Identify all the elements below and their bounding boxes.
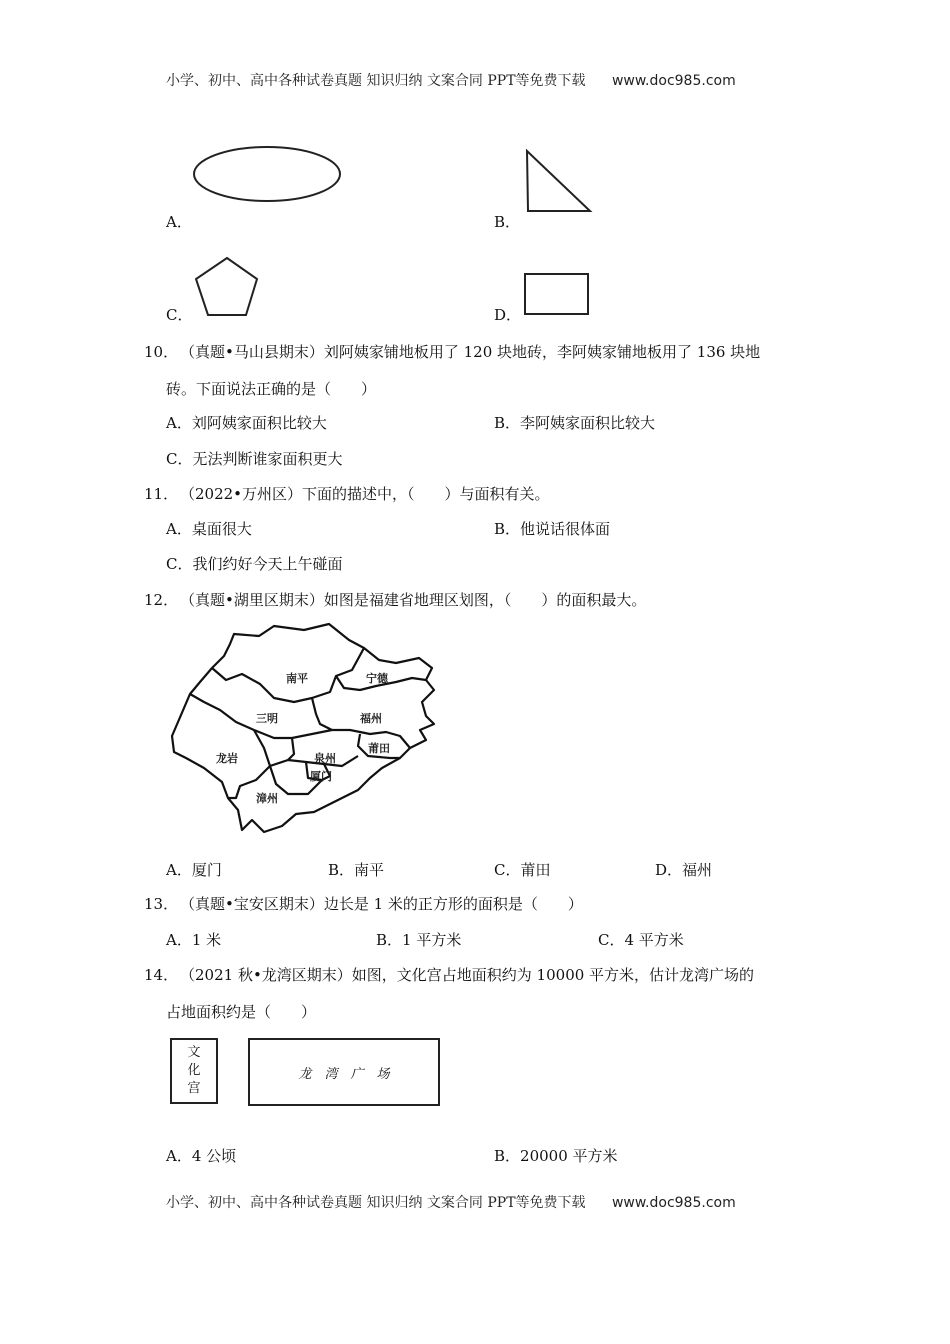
triangle-figure	[522, 148, 594, 216]
pentagon-figure	[192, 254, 262, 320]
page-footer	[166, 1192, 736, 1212]
cultural-palace-char-3: 宫	[187, 1081, 201, 1096]
q10-option-c: C．无法判断谁家面积更大	[166, 450, 343, 468]
q10-option-b: B．李阿姨家面积比较大	[494, 414, 656, 432]
header-text: 小学、初中、高中各种试卷真题 知识归纳 文案合同 PPT等免费下载	[166, 73, 586, 89]
q9-option-b: B．	[494, 213, 521, 231]
q13-option-b: B．1 平方米	[376, 931, 462, 949]
map-label-xiamen: 厦门	[310, 770, 332, 783]
q11-text: （2022•万州区）下面的描述中，（ ）与面积有关。	[180, 485, 550, 503]
map-label-ningde: 宁德	[366, 672, 388, 685]
q12-option-a: A．厦门	[166, 861, 222, 879]
q14-option-b: B．20000 平方米	[494, 1147, 618, 1165]
longwan-square-box	[248, 1038, 440, 1106]
q13-text: （真题•宝安区期末）边长是 1 米的正方形的面积是（ ）	[180, 895, 583, 913]
q13-number: 13．	[144, 895, 179, 913]
q12-number: 12．	[144, 591, 179, 609]
q11-option-a: A．桌面很大	[166, 520, 252, 538]
page-header	[166, 70, 736, 90]
map-label-longyan: 龙岩	[216, 752, 238, 765]
q9-option-c: C．	[166, 306, 193, 324]
map-label-nanping: 南平	[286, 672, 308, 685]
cultural-palace-char-2: 化	[187, 1063, 201, 1078]
q14-text-line2: 占地面积约是（ ）	[166, 1003, 317, 1021]
q10-text-line1: （真题•马山县期末）刘阿姨家铺地板用了 120 块地砖，李阿姨家铺地板用了 136 块地	[180, 343, 761, 361]
q11-number: 11．	[144, 485, 179, 503]
q9-option-d: D．	[494, 306, 522, 324]
q10-text-line2: 砖。下面说法正确的是（ ）	[166, 380, 377, 398]
footer-url: www.doc985.com	[611, 1195, 736, 1211]
q12-option-b: B．南平	[328, 861, 385, 879]
rectangle-figure	[522, 271, 592, 317]
q12-text: （真题•湖里区期末）如图是福建省地理区划图，（ ）的面积最大。	[180, 591, 647, 609]
header-url: www.doc985.com	[611, 73, 736, 89]
q10-option-a: A．刘阿姨家面积比较大	[166, 414, 327, 432]
q9-option-a: A．	[166, 213, 192, 231]
map-label-fuzhou: 福州	[360, 712, 382, 725]
footer-text: 小学、初中、高中各种试卷真题 知识归纳 文案合同 PPT等免费下载	[166, 1195, 586, 1211]
cultural-palace-box	[170, 1038, 218, 1104]
q13-option-a: A．1 米	[166, 931, 222, 949]
map-label-putian: 莆田	[368, 742, 390, 755]
q14-option-a: A．4 公顷	[166, 1147, 237, 1165]
q11-option-c: C．我们约好今天上午碰面	[166, 555, 343, 573]
q12-option-d: D．福州	[655, 861, 713, 879]
q13-option-c: C．4 平方米	[598, 931, 684, 949]
q14-text-line1: （2021 秋•龙湾区期末）如图，文化宫占地面积约为 10000 平方米，估计龙湾广场的	[180, 966, 755, 984]
cultural-palace-char-1: 文	[187, 1045, 201, 1060]
map-label-sanming: 三明	[256, 712, 278, 725]
ellipse-figure	[192, 145, 344, 203]
q12-option-c: C．莆田	[494, 861, 551, 879]
map-label-zhangzhou: 漳州	[256, 792, 278, 805]
q11-option-b: B．他说话很体面	[494, 520, 611, 538]
fujian-map	[164, 618, 464, 840]
q10-number: 10．	[144, 343, 179, 361]
map-label-quanzhou: 泉州	[314, 752, 336, 765]
q14-number: 14．	[144, 966, 179, 984]
longwan-square-label: 龙 湾 广 场	[298, 1066, 390, 1082]
